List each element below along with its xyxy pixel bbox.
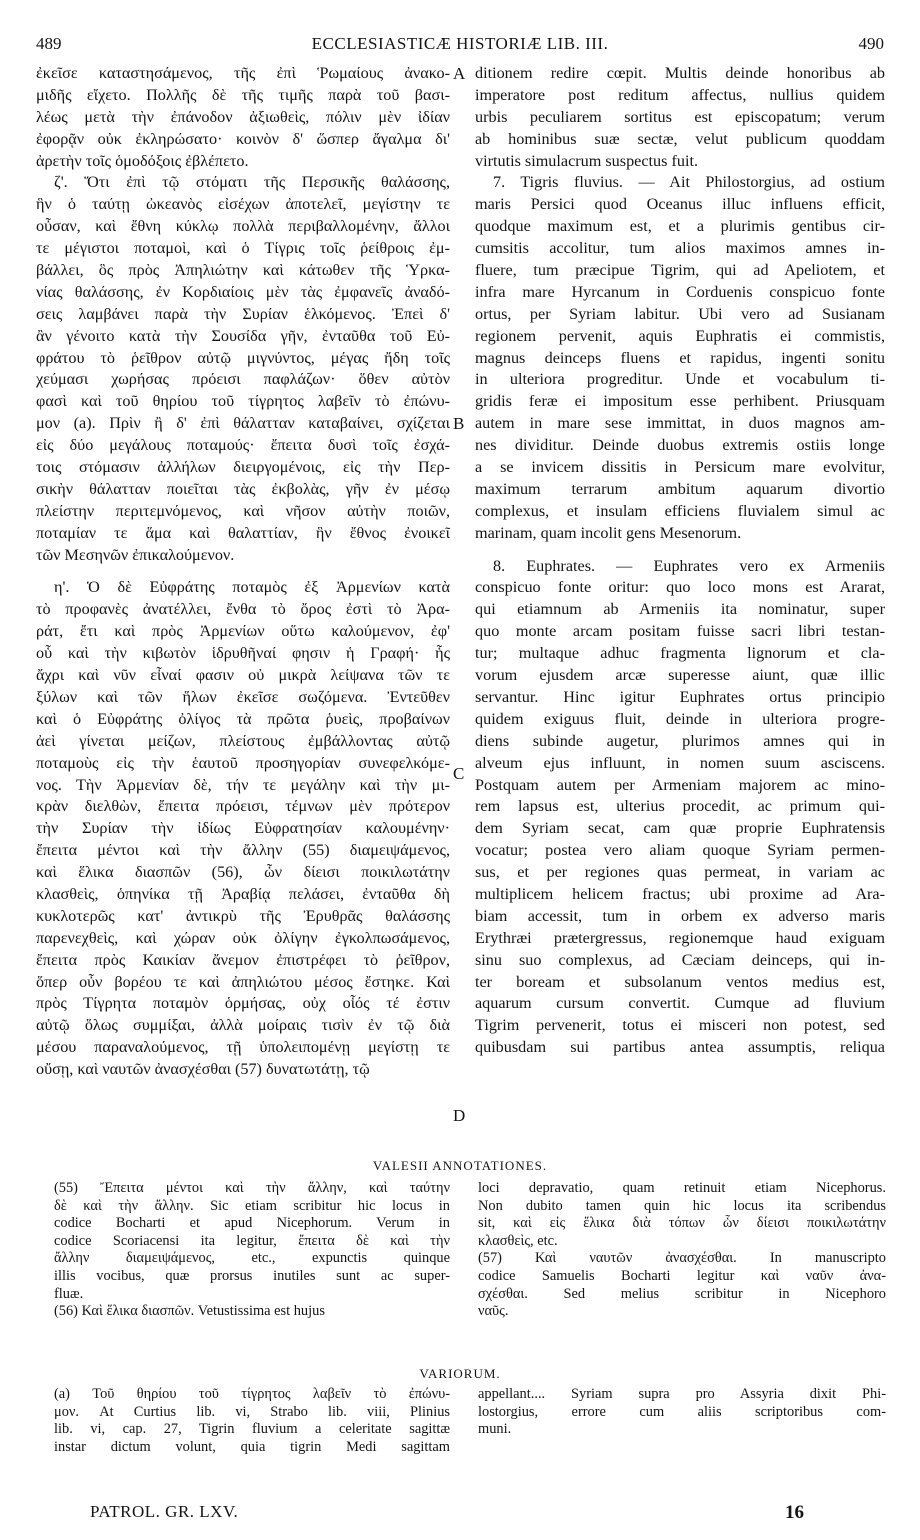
greek-text-line: σεις λαμβάνει παρὰ τὴν Συρίαν ἑλκόμενος. Ἐπεὶ δ'	[36, 304, 450, 323]
greek-text-line: οὗ καὶ τὴν κιβωτὸν ἱδρυθῆναί φησιν ἡ Γραφή· ἧς	[36, 644, 450, 663]
greek-text-line: μον (a). Πρὶν ἢ δ' ἐπὶ θάλατταν καταβαίνει, σχίζεται	[36, 414, 450, 433]
latin-text-line: servantur. Hinc igitur Euphrates ortus principio	[475, 687, 885, 706]
latin-text-line: qui etiamnum ab Armeniis ita nominatur, super	[475, 600, 885, 619]
latin-text-column	[475, 63, 885, 1059]
annotation-line: muni.	[478, 1421, 512, 1438]
valesii-notes-right	[478, 1180, 886, 1321]
page-number-right: 490	[858, 34, 884, 53]
latin-text-line: dem Syriam secat, cam quæ proprie Euphratensis	[475, 819, 885, 838]
latin-text-line: conspicuo fonte oritur: quo loco mons est Ararat,	[475, 578, 885, 597]
greek-text-line: μέσου παραναλούμενος, τῇ ὑπολειπομένῃ μεγίστῃ τε	[36, 1038, 450, 1057]
annotation-line: (a) Τοῦ θηρίου τοῦ τίγρητος λαβεῖν τὸ ἐπώνυ-	[54, 1386, 450, 1402]
greek-text-column	[36, 63, 450, 1081]
annotation-line: instar dictum volunt, quia tigrin Medi sagittam	[54, 1438, 450, 1455]
latin-text-line: quodque maximum est, et a plurimis gentibus cir-	[475, 217, 885, 236]
latin-text-line: 8. Euphrates. — Euphrates vero ex Armeniis	[493, 556, 885, 575]
latin-text-line: sinu suo complexus, ad Cæciam deinceps, qui in-	[475, 950, 885, 969]
greek-text-line: ποταμίαν τε ἅμα καὶ θαλαττίαν, ἣν ἔθνος ἐνοικεῖ	[36, 523, 450, 542]
latin-text-line: in ulteriora progreditur. Unde et vocabulum ti-	[475, 370, 885, 389]
gathering-number: 16	[785, 1502, 804, 1523]
annotation-line: lib. vi, cap. 27, Tigrin fluvium a celeritate sagittæ	[54, 1421, 450, 1438]
annotation-line: ἄλλην διαμειψάμενος, etc., expunctis quinque	[54, 1250, 450, 1267]
latin-text-line: quibusdam sui partibus antea assumptis, reliqua	[475, 1038, 885, 1057]
greek-text-line: ζ'. Ὅτι ἐπὶ τῷ στόματι τῆς Περσικῆς θαλάσσης,	[54, 173, 450, 192]
greek-text-line: τοις στόμασιν ἀλλήλων διειργομένοις, εἰς τὴν Περ-	[36, 458, 450, 477]
paragraph-gap	[36, 566, 450, 577]
latin-text-line: tur; multaque adhuc fragmenta lignorum et cla-	[475, 644, 885, 663]
greek-text-line: ἄχρι καὶ νῦν εἶναί φασιν οὐ μικρὰ λείψανα τῶν τε	[36, 666, 450, 685]
running-title: ECCLESIASTICÆ HISTORIÆ LIB. III.	[311, 34, 609, 53]
margin-marker-a: A	[453, 64, 466, 83]
annotation-line: sit, καὶ εἰς ἕλικα διὰ τόπων ὧν δίεισι ποικιλωτάτην	[478, 1215, 886, 1232]
margin-marker-c: C	[453, 764, 465, 783]
variorum-notes-right	[478, 1386, 886, 1439]
greek-text-line: κλασθεὶς, ὁπηνίκα τῇ Ἀραβίᾳ πελάσει, ἐνταῦθα δὴ	[36, 884, 450, 903]
greek-text-line: αὐτῷ ὅλως συμμίξαι, ἀλλὰ μοίραις τισὶν ἐν τῷ διὰ	[36, 1016, 450, 1035]
annotation-line: lostorgius, errore cum aliis scriptoribus com-	[478, 1403, 886, 1420]
greek-text-line: καὶ ὁ Εὐφράτης ὀλίγος τὰ πρῶτα ῥυεὶς, προβαίνων	[36, 709, 450, 728]
annotation-line: δὲ καὶ τὴν ἄλλην. Sic etiam scribitur hic locus in	[54, 1197, 450, 1214]
paragraph-gap	[475, 545, 885, 556]
annotation-line: appellant.... Syriam supra pro Assyria dixit Phi-	[478, 1386, 886, 1402]
annotation-line: σχέσθαι. Sed melius scribitur in Nicephoro	[478, 1285, 886, 1302]
page-number-left: 489	[36, 34, 62, 53]
greek-text-line: τε μέγιστοι ποταμοὶ, καὶ ὁ Τίγρις τοῖς ῥείθροις ἐμ-	[36, 239, 450, 258]
greek-text-line: πλείστην περιτεμνόμενος, καὶ νῆσον αὐτὴν ποιῶν,	[36, 501, 450, 520]
greek-text-line: ἔπειτα μέντοι καὶ τὴν ἄλλην (55) διαμειψάμενος,	[36, 841, 450, 860]
valesii-notes-left	[54, 1180, 450, 1321]
latin-text-line: alveum ejus influunt, in nomen suum asciscens.	[475, 753, 885, 772]
latin-text-line: imperatore post reditum affectus, nullius quidem	[475, 85, 885, 104]
running-header	[36, 34, 884, 56]
greek-text-line: ἀεὶ γίνεται μείζων, πλείστους ἐμβάλλοντας αὐτῷ	[36, 731, 450, 750]
latin-text-line: complexus, et insulam efficiens fluvialem simul ac	[475, 501, 885, 520]
annotation-line: (57) Καὶ ναυτῶν ἀνασχέσθαι. In manuscripto	[478, 1250, 886, 1267]
latin-text-line: maris Persici quod Oceanus illuc influens efficit,	[475, 195, 885, 214]
latin-text-line: urbis peculiarem sortitus est episcopatum; verum	[475, 107, 885, 126]
series-signature: PATROL. GR. LXV.	[90, 1502, 239, 1521]
variorum-notes-left	[54, 1386, 450, 1456]
latin-text-line: regionem pervenit, aquis Euphratis ei commistis,	[475, 326, 885, 345]
latin-text-line: nes dividitur. Deinde duobus extremis ostiis longe	[475, 436, 885, 455]
greek-text-line: βάλλει, ὃς πρὸς Ἀπηλιώτην καὶ κάτωθεν τῆς Ὑρκα-	[36, 261, 450, 280]
latin-text-line: quidem exiguus fluit, deinde in ulteriora progre-	[475, 709, 885, 728]
latin-text-line: sus, et per regiones quas permeat, in variam ac	[475, 863, 885, 882]
annotation-line: (56) Καὶ ἕλικα διασπῶν. Vetustissima est hujus	[54, 1303, 325, 1320]
annotation-line: loci depravatio, quam retinuit etiam Nicephorus.	[478, 1180, 886, 1196]
greek-text-line: ἀρετὴν τοῖς ὁμοδόξοις ἐβλέπετο.	[36, 151, 249, 170]
page-footer	[90, 1502, 804, 1526]
greek-text-line: ἐφορᾷν οὐκ ἐκληρώσατο· κοινὸν δ' ὥσπερ ἄγαλμα δι'	[36, 129, 450, 148]
greek-text-line: χεύμασι χωρήσας πρόεισι παφλάζων· ὅθεν αὐτὸν	[36, 370, 450, 389]
greek-text-line: πρὸς Τίγρητα ποταμὸν ὁρμήσας, οὐχ οἷός τέ ἐστιν	[36, 994, 450, 1013]
latin-text-line: vocatur; postea vero aliam quoque Syriam permen-	[475, 841, 885, 860]
latin-text-line: ortus, per Syriam labitur. Ubi vero ad Susianam	[475, 304, 885, 323]
greek-text-line: καὶ ἕλικα διασπῶν (56), ὧν δίεισι ποικιλωτάτην	[36, 863, 450, 882]
margin-marker-b: B	[453, 414, 465, 433]
annotation-line: codice Scoriacensi ita legitur, ἔπειτα δὲ καὶ τὴν	[54, 1232, 450, 1249]
latin-text-line: marinam, quam incolit gens Mesenorum.	[475, 523, 742, 542]
annotation-line: Non dubito tamen quin hic locus ita scribendus	[478, 1197, 886, 1214]
variorum-heading: VARIORUM.	[419, 1366, 501, 1381]
latin-text-line: rem lapsus est, ulterius procedit, ac primum qui-	[475, 797, 885, 816]
latin-text-line: ab hominibus suæ sectæ, velut publicum quoddam	[475, 129, 885, 148]
greek-text-line: οὖσαν, καὶ ἔθνη κύκλῳ πολλὰ περιβαλλομένην, ἄλλοι	[36, 217, 450, 236]
annotation-line: codice Bocharti et apud Nicephorum. Verum in	[54, 1215, 450, 1232]
greek-text-line: τὴν Συρίαν τὴν ἰδίως Εὐφρατησίαν καλουμένην·	[36, 819, 450, 838]
latin-text-line: virtutis simulacrum suspectus fuit.	[475, 151, 699, 170]
latin-text-line: cumsitis accolitur, tum alios maximos amnes in-	[475, 239, 885, 258]
latin-text-line: biam accessit, tum in orbem ex adverso maris	[475, 906, 885, 925]
latin-text-line: aquarum cursum convertit. Cumque ad fluvium	[475, 994, 885, 1013]
latin-text-line: gridis feræ ei impositum esse perhibent. Priusquam	[475, 392, 885, 411]
greek-text-line: ποταμοὺς εἰς τὴν ἑαυτοῦ προσηγορίαν συνεφελκόμε-	[36, 753, 450, 772]
latin-text-line: maximum terrarum ambitum aquarum divortio	[475, 479, 885, 498]
greek-text-line: τὸ προφανὲς ἀνατέλλει, ἔνθα τὸ ὄρος ἐστὶ τὸ Ἀρα-	[36, 600, 450, 619]
greek-text-line: τῶν Μεσηνῶν ἐπικαλούμενον.	[36, 545, 235, 564]
greek-text-line: νος. Τὴν Ἀρμενίαν δὲ, τήν τε μεγάλην καὶ τὴν μι-	[36, 775, 450, 794]
greek-text-line: ἐκεῖσε καταστησάμενος, τῆς ἐπὶ Ῥωμαίους ἀνακο-	[36, 64, 450, 82]
latin-text-line: Erythræi prætergressus, regionemque haud exiguam	[475, 928, 885, 947]
annotation-line: κλασθεὶς, etc.	[478, 1232, 558, 1249]
annotation-line: ναῦς.	[478, 1303, 509, 1320]
annotation-line: (55) Ἔπειτα μέντοι καὶ τὴν ἄλλην, καὶ ταύτην	[54, 1180, 450, 1196]
latin-text-line: autem in mare sese immittat, in duos magnos am-	[475, 414, 885, 433]
greek-text-line: νίας θαλάσσης, ἐν Κορδιαίοις μὲν τὰς ἐμφανεῖς ἀναδό-	[36, 282, 450, 301]
greek-text-line: λέως μετὰ τὴν ἐπάνοδον ἀξιωθεὶς, πόλιν μὲν ἰδίαν	[36, 107, 450, 126]
latin-text-line: vorum ejusdem arcæ superesse aiunt, quæ illic	[475, 666, 885, 685]
latin-text-line: quo monte arcam positam fuisse sacri libri testan-	[475, 622, 885, 641]
greek-text-line: σικὴν θάλατταν ποιεῖται τὰς ἐκβολὰς, γῆν ἐν μέσῳ	[36, 479, 450, 498]
greek-text-line: φασὶ καὶ τοῦ θηρίου τοῦ τίγρητος λαβεῖν τὸ ἐπώνυ-	[36, 392, 450, 411]
annotation-line: illis vocibus, quæ prorsus inutiles sunt ac super-	[54, 1267, 450, 1284]
annotation-line: codice Samuelis Bocharti legitur καὶ ναῦν ἀνα-	[478, 1267, 886, 1284]
latin-text-line: Tigrim pervenerit, totus ei misceri non potest, sed	[475, 1016, 885, 1035]
greek-text-line: εἰς δύο μεγάλους ποταμούς· ἔπειτα δυσὶ τοῖς ἐσχά-	[36, 436, 450, 455]
latin-text-line: ter boream et subsolanum ventos medius est,	[475, 972, 885, 991]
latin-text-line: magnus deinceps fluens et rapidus, ingenti sonitu	[475, 348, 885, 367]
greek-text-line: κυκλοτερῶς κατ' ἀντικρὺ τῆς Ἐρυθρᾶς θαλάσσης	[36, 906, 450, 925]
greek-text-line: ξύλων καὶ τῶν ἥλων ἐκεῖσε σωζόμενα. Ἐντεῦθεν	[36, 687, 450, 706]
greek-text-line: ράτ, ἔτι καὶ πρὸς Ἀρμενίων οὕτω καλούμενον, ἐφ'	[36, 622, 450, 641]
greek-text-line: μιδῆς εἴχετο. Πολλῆς δὲ τῆς τιμῆς παρὰ τοῦ βασι-	[36, 85, 450, 104]
greek-text-line: οὔσῃ, καὶ ναυτῶν ἀνασχέσθαι (57) δυνατωτάτῃ, τῷ	[36, 1060, 370, 1079]
latin-text-line: multiplicem helicem fractus; ubi proxime ad Ara-	[475, 884, 885, 903]
latin-text-line: a se invicem dissitis in Persicum mare evolvitur,	[475, 458, 885, 477]
greek-text-line: ὅπερ οὖν βορέου τε καὶ ἀπηλιώτου μέσος ἔστηκε. Καὶ	[36, 972, 450, 991]
margin-marker-d: D	[453, 1106, 466, 1125]
latin-text-line: diens subinde augetur, plurimos amnes qui in	[475, 731, 885, 750]
greek-text-line: παρενεχθεὶς, καὶ χώραν οὐκ ὀλίγην ἐγκολπωσάμενος,	[36, 928, 450, 947]
greek-text-line: κρὰν διελθὼν, ἔπειτα πρόεισι, τέμνων μὲν πρότερον	[36, 797, 450, 816]
greek-text-line: ἔπειτα πρὸς Καικίαν ἄνεμον ἐπιστρέφει τὸ ῥεῖθρον,	[36, 950, 450, 969]
greek-text-line: ἣν ὁ ταύτῃ ὠκεανὸς εἰσέχων ἀποτελεῖ, μεγίστην τε	[36, 195, 450, 214]
latin-text-line: 7. Tigris fluvius. — Ait Philostorgius, ad ostium	[493, 173, 885, 192]
greek-text-line: ἂν γένοιτο κατὰ τὴν Σουσίδα γῆν, ἐνταῦθα τοῦ Εὐ-	[36, 326, 450, 345]
latin-text-line: infra mare Hyrcanum in Corduenis conspicuo fonte	[475, 282, 885, 301]
latin-text-line: ditionem redire cœpit. Multis deinde honoribus ab	[475, 64, 885, 82]
annotation-line: fluæ.	[54, 1285, 84, 1302]
annotation-line: μον. At Curtius lib. vi, Strabo lib. viii, Plinius	[54, 1403, 450, 1420]
latin-text-line: Postquam autem per Armeniam majorem ac mino-	[475, 775, 885, 794]
valesii-annotations-heading: VALESII ANNOTATIONES.	[372, 1158, 548, 1173]
greek-text-line: η'. Ὁ δὲ Εὐφράτης ποταμὸς ἐξ Ἀρμενίων κατὰ	[54, 578, 450, 597]
latin-text-line: fluere, tum præcipue Tigrim, qui ad Apeliotem, et	[475, 261, 885, 280]
greek-text-line: φράτου τὸ ῥεῖθρον αὐτῷ μιγνύντος, μέγας ἤδη τοῖς	[36, 348, 450, 367]
